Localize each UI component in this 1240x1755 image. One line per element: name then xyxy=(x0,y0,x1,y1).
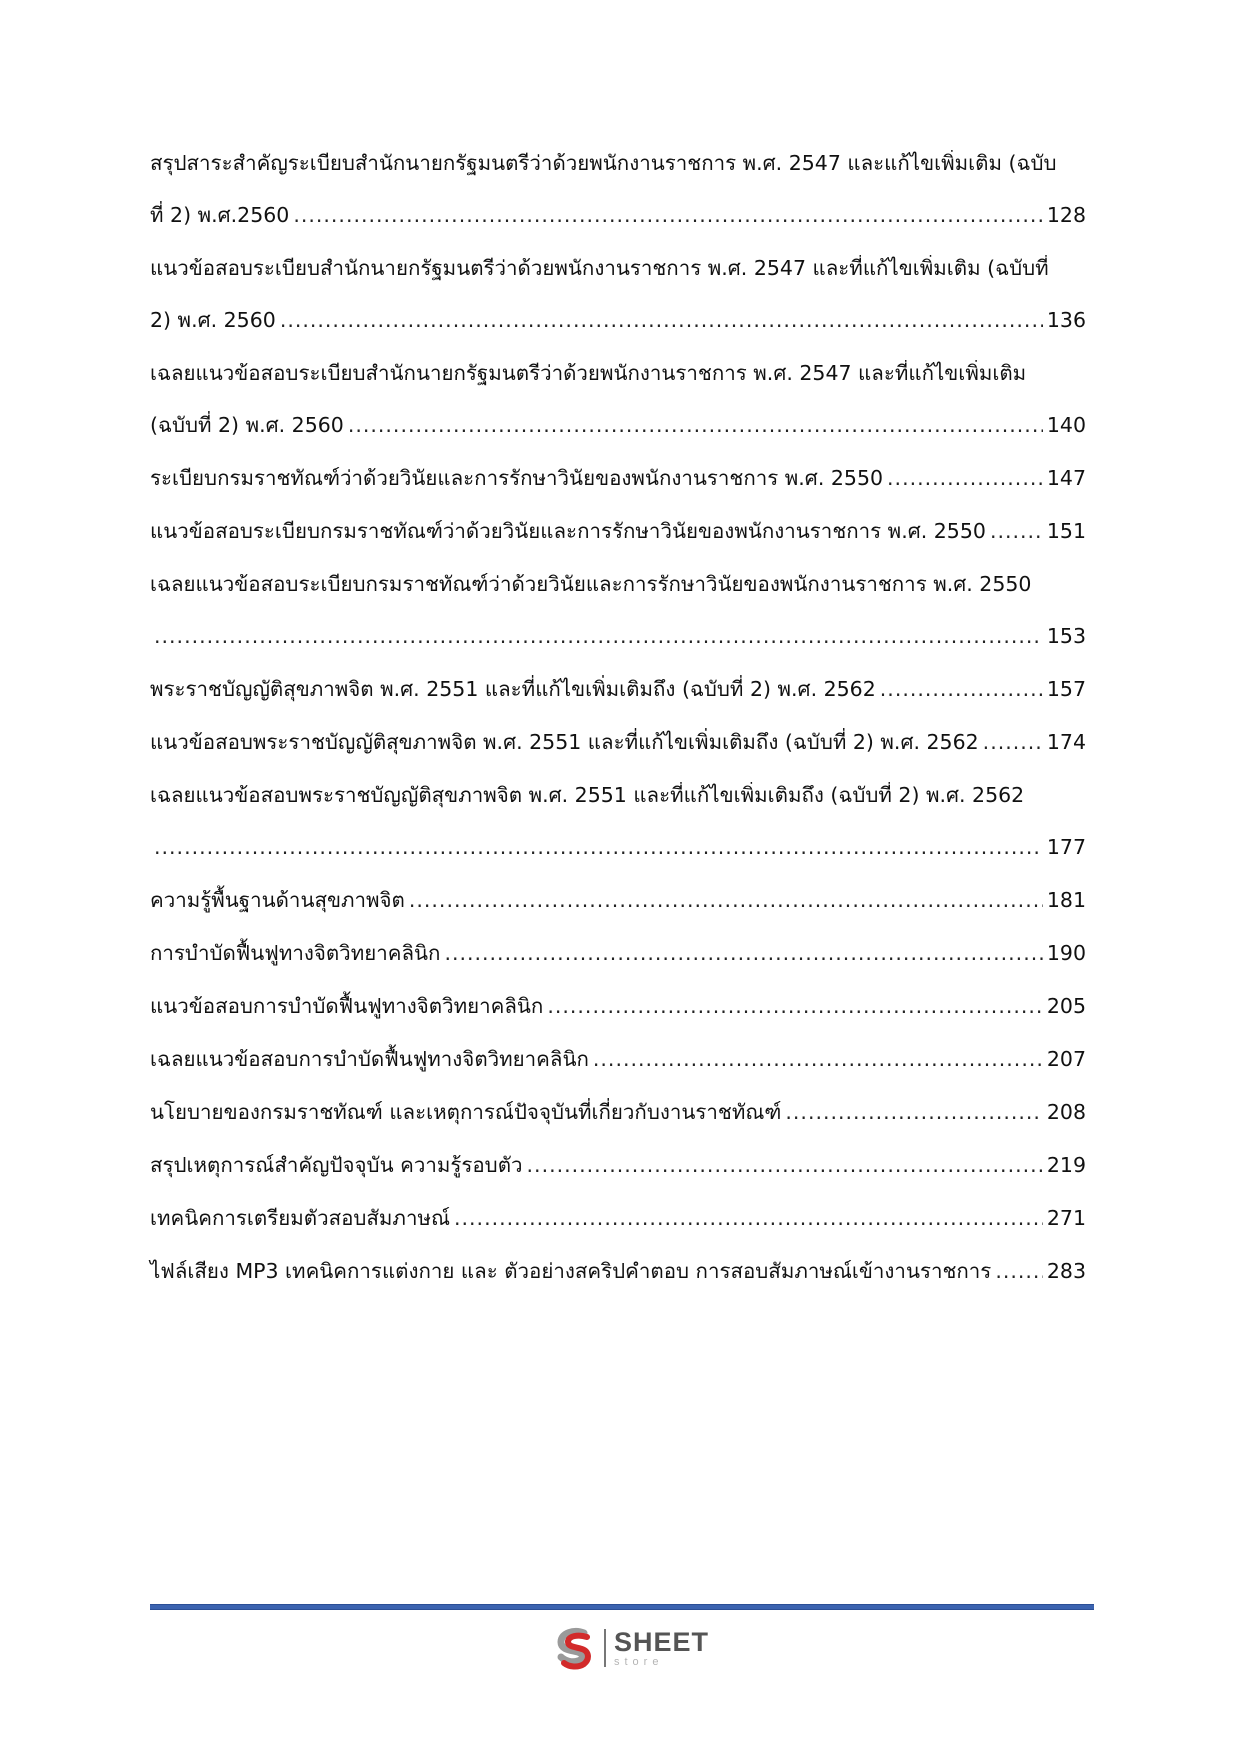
toc-entry xyxy=(150,1152,1086,1178)
toc-entry xyxy=(150,255,1086,333)
toc-leader-dots xyxy=(593,1046,1043,1072)
toc-leader-dots xyxy=(880,676,1043,702)
toc-leader-dots xyxy=(785,1099,1042,1125)
toc-leader-dots xyxy=(154,623,1043,649)
table-of-contents xyxy=(150,150,1086,1311)
toc-entry-title-line: แนวข้อสอบระเบียบสำนักนายกรัฐมนตรีว่าด้วยพนักงานราชการ พ.ศ. 2547 และที่แก้ไขเพิ่มเติม (ฉบับที่ xyxy=(150,256,1049,280)
toc-leader-dots xyxy=(154,834,1043,860)
toc-leader-dots xyxy=(409,887,1043,913)
toc-entry-title: เฉลยแนวข้อสอบการบำบัดฟื้นฟูทางจิตวิทยาคลินิก xyxy=(150,1047,589,1071)
sheet-store-logo-icon xyxy=(552,1625,598,1671)
toc-page-number: 157 xyxy=(1046,677,1086,701)
toc-entry-title-line: เฉลยแนวข้อสอบระเบียบกรมราชทัณฑ์ว่าด้วยวินัยและการรักษาวินัยของพนักงานราชการ พ.ศ. 2550 xyxy=(150,572,1032,596)
logo-divider xyxy=(604,1629,606,1667)
toc-entry-title-line: เฉลยแนวข้อสอบระเบียบสำนักนายกรัฐมนตรีว่าด้วยพนักงานราชการ พ.ศ. 2547 และที่แก้ไขเพิ่มเติม xyxy=(150,361,1027,385)
toc-entry-title: ระเบียบกรมราชทัณฑ์ว่าด้วยวินัยและการรักษาวินัยของพนักงานราชการ พ.ศ. 2550 xyxy=(150,466,884,490)
toc-entry xyxy=(150,360,1086,438)
toc-entry-title: การบำบัดฟื้นฟูทางจิตวิทยาคลินิก xyxy=(150,941,441,965)
toc-entry xyxy=(150,676,1086,702)
toc-leader-dots xyxy=(280,307,1043,333)
toc-entry xyxy=(150,465,1086,491)
toc-entry xyxy=(150,1099,1086,1125)
toc-page-number: 190 xyxy=(1046,941,1086,965)
toc-entry-title: ความรู้พื้นฐานด้านสุขภาพจิต xyxy=(150,888,405,912)
toc-entry-title: นโยบายของกรมราชทัณฑ์ และเหตุการณ์ปัจจุบันที่เกี่ยวกับงานราชทัณฑ์ xyxy=(150,1100,782,1124)
toc-leader-dots xyxy=(990,518,1043,544)
toc-entry-title: ไฟล์เสียง MP3 เทคนิคการแต่งกาย และ ตัวอย่างสคริปคำตอบ การสอบสัมภาษณ์เข้างานราชการ xyxy=(150,1259,992,1283)
toc-page-number: 208 xyxy=(1046,1100,1086,1124)
toc-page-number: 219 xyxy=(1046,1153,1086,1177)
toc-entry xyxy=(150,571,1086,649)
toc-page-number: 140 xyxy=(1046,413,1086,437)
toc-entry-title: แนวข้อสอบพระราชบัญญัติสุขภาพจิต พ.ศ. 2551 และที่แก้ไขเพิ่มเติมถึง (ฉบับที่ 2) พ.ศ. 2562 xyxy=(150,730,979,754)
toc-entry-title: แนวข้อสอบการบำบัดฟื้นฟูทางจิตวิทยาคลินิก xyxy=(150,994,544,1018)
footer-rule xyxy=(150,1604,1094,1610)
toc-entry-title: (ฉบับที่ 2) พ.ศ. 2560 xyxy=(150,413,344,437)
toc-page-number: 283 xyxy=(1046,1259,1086,1283)
logo-wordmark: SHEET xyxy=(614,1626,710,1657)
toc-page-number: 271 xyxy=(1046,1206,1086,1230)
toc-entry-title: ที่ 2) พ.ศ.2560 xyxy=(150,203,290,227)
toc-entry xyxy=(150,940,1086,966)
toc-entry-title: 2) พ.ศ. 2560 xyxy=(150,308,276,332)
toc-page-number: 153 xyxy=(1046,624,1086,648)
toc-page-number: 174 xyxy=(1046,730,1086,754)
toc-page-number: 136 xyxy=(1046,308,1086,332)
toc-entry xyxy=(150,782,1086,860)
toc-page-number: 207 xyxy=(1046,1047,1086,1071)
toc-entry xyxy=(150,1258,1086,1284)
toc-page-number: 177 xyxy=(1046,835,1086,859)
sheet-store-logo xyxy=(552,1622,709,1674)
toc-entry xyxy=(150,993,1086,1019)
toc-entry xyxy=(150,518,1086,544)
toc-entry-title: แนวข้อสอบระเบียบกรมราชทัณฑ์ว่าด้วยวินัยและการรักษาวินัยของพนักงานราชการ พ.ศ. 2550 xyxy=(150,519,986,543)
toc-entry-title: สรุปเหตุการณ์สำคัญปัจจุบัน ความรู้รอบตัว xyxy=(150,1153,523,1177)
toc-page-number: 205 xyxy=(1046,994,1086,1018)
toc-leader-dots xyxy=(547,993,1043,1019)
toc-entry xyxy=(150,1046,1086,1072)
toc-leader-dots xyxy=(527,1152,1043,1178)
toc-entry-title-line: เฉลยแนวข้อสอบพระราชบัญญัติสุขภาพจิต พ.ศ. 2551 และที่แก้ไขเพิ่มเติมถึง (ฉบับที่ 2) พ.ศ. 2562 xyxy=(150,783,1025,807)
toc-leader-dots xyxy=(887,465,1043,491)
toc-entry xyxy=(150,150,1086,228)
toc-leader-dots xyxy=(348,412,1043,438)
toc-entry xyxy=(150,887,1086,913)
toc-entry-title-line: สรุปสาระสำคัญระเบียบสำนักนายกรัฐมนตรีว่าด้วยพนักงานราชการ พ.ศ. 2547 และแก้ไขเพิ่มเติม (ฉบับ xyxy=(150,151,1057,175)
toc-entry-title: เทคนิคการเตรียมตัวสอบสัมภาษณ์ xyxy=(150,1206,450,1230)
toc-entry xyxy=(150,729,1086,755)
toc-leader-dots xyxy=(444,940,1042,966)
logo-subtitle: store xyxy=(614,1655,664,1668)
toc-entry xyxy=(150,1205,1086,1231)
toc-page-number: 181 xyxy=(1046,888,1086,912)
toc-leader-dots xyxy=(983,729,1043,755)
toc-page-number: 151 xyxy=(1046,519,1086,543)
toc-leader-dots xyxy=(293,202,1043,228)
toc-page-number: 147 xyxy=(1046,466,1086,490)
toc-leader-dots xyxy=(454,1205,1043,1231)
toc-leader-dots xyxy=(995,1258,1043,1284)
toc-entry-title: พระราชบัญญัติสุขภาพจิต พ.ศ. 2551 และที่แก้ไขเพิ่มเติมถึง (ฉบับที่ 2) พ.ศ. 2562 xyxy=(150,677,876,701)
toc-page-number: 128 xyxy=(1046,203,1086,227)
